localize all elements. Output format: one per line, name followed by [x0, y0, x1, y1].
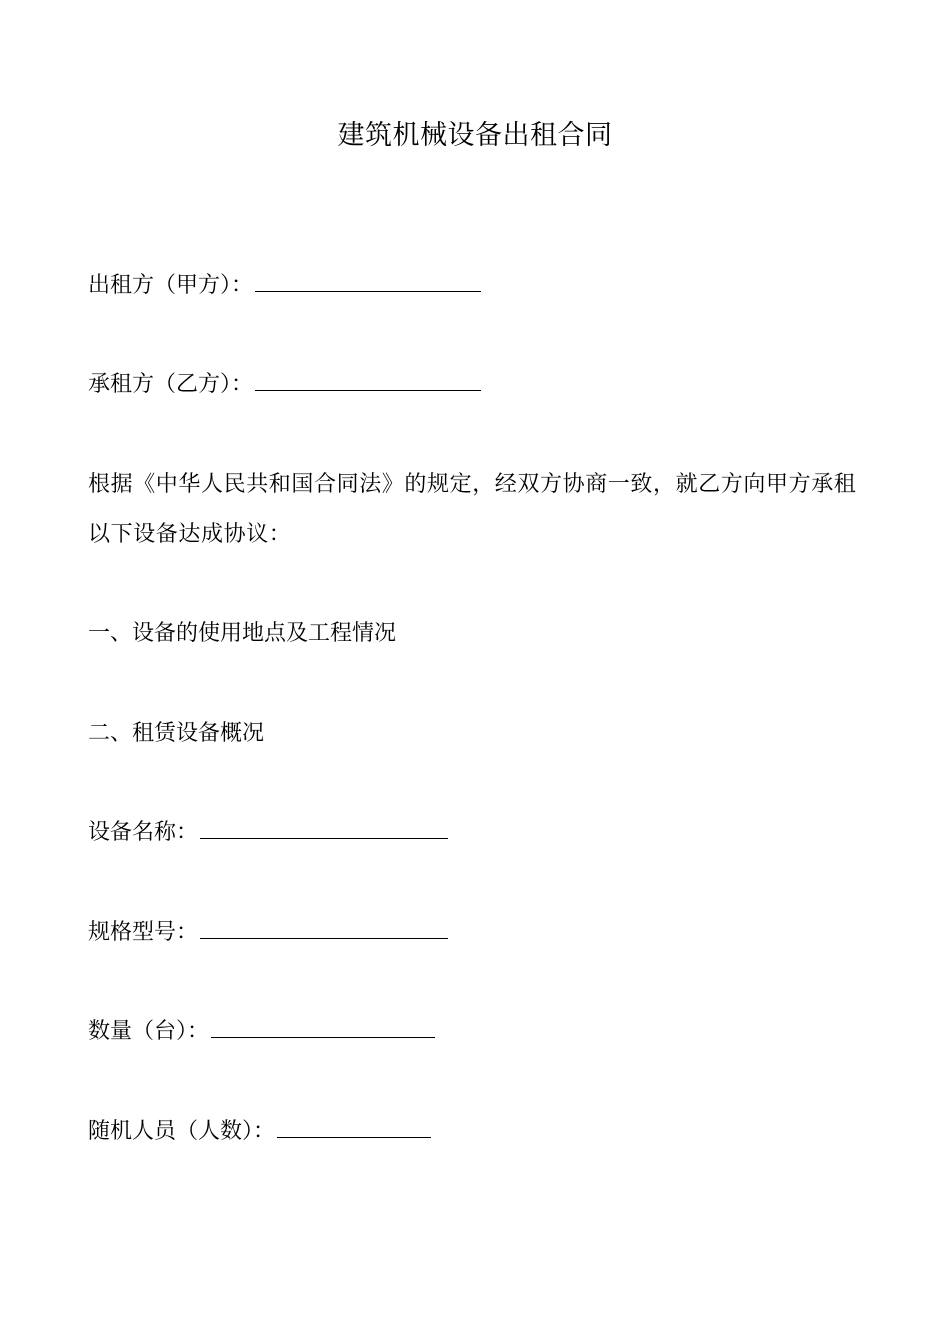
lessor-blank[interactable]: [255, 269, 481, 292]
equipment-name-blank[interactable]: [200, 816, 448, 839]
equipment-name-line: [88, 816, 448, 849]
document-title: 建筑机械设备出租合同: [337, 120, 613, 151]
section-2-heading: 二、租赁设备概况: [88, 721, 265, 746]
model-line: [88, 916, 448, 949]
staff-blank[interactable]: [277, 1115, 431, 1138]
staff-label: 随机人员（人数）：: [88, 1119, 276, 1144]
quantity-label: 数量（台）：: [88, 1019, 210, 1044]
lessee-blank[interactable]: [255, 368, 481, 391]
section-1-heading: 一、设备的使用地点及工程情况: [88, 621, 397, 646]
model-label: 规格型号：: [88, 920, 199, 945]
equipment-name-label: 设备名称：: [88, 820, 199, 845]
lessee-label: 承租方（乙方）：: [88, 372, 254, 397]
lessee-line: [88, 368, 481, 401]
staff-line: [88, 1115, 431, 1148]
quantity-blank[interactable]: [211, 1015, 435, 1038]
quantity-line: [88, 1015, 435, 1048]
preamble-paragraph: 根据《中华人民共和国合同法》的规定，经双方协商一致，就乙方向甲方承租以下设备达成协议：: [88, 472, 857, 547]
lessor-label: 出租方（甲方）：: [88, 273, 254, 298]
lessor-line: [88, 269, 481, 302]
model-blank[interactable]: [200, 916, 448, 939]
